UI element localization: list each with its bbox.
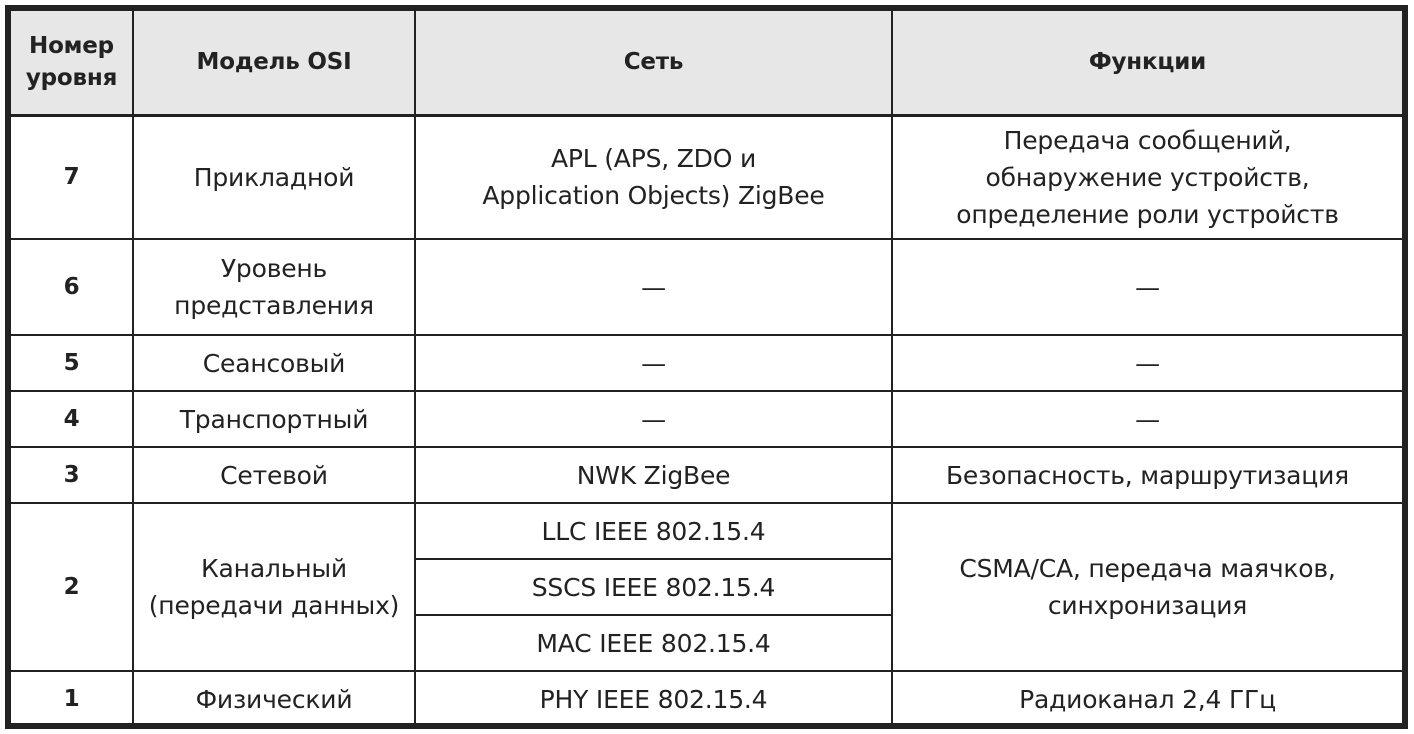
osi-zigbee-table-frame [5,5,1408,729]
osi-layer-name: Физический [133,671,415,727]
layer-functions: Безопасность, маршрутизация [892,447,1402,503]
network-layer: — [415,391,892,447]
network-layer: — [415,239,892,335]
header-network: Сеть [415,11,892,115]
table-row [11,447,1402,503]
osi-layer-name: Уровень представления [133,239,415,335]
table-row [11,335,1402,391]
header-osi-model: Модель OSI [133,11,415,115]
osi-zigbee-table [11,11,1402,727]
table-row [11,115,1402,239]
network-sublayer-sscs: SSCS IEEE 802.15.4 [415,559,892,615]
osi-layer-name: Сетевой [133,447,415,503]
level-number: 4 [11,391,133,447]
table-row [11,671,1402,727]
level-number: 5 [11,335,133,391]
header-level: Номер уровня [11,11,133,115]
network-sublayer-mac: MAC IEEE 802.15.4 [415,615,892,671]
level-number: 3 [11,447,133,503]
network-layer: NWK ZigBee [415,447,892,503]
header-functions: Функции [892,11,1402,115]
network-layer: APL (APS, ZDO и Application Objects) ZigBee [415,115,892,239]
header-row [11,11,1402,115]
level-number: 1 [11,671,133,727]
level-number: 2 [11,503,133,671]
osi-layer-name: Прикладной [133,115,415,239]
osi-layer-name: Транспортный [133,391,415,447]
layer-functions: Передача сообщений, обнаружение устройств, определение роли устройств [892,115,1402,239]
osi-layer-name: Сеансовый [133,335,415,391]
table-row [11,239,1402,335]
layer-functions: — [892,335,1402,391]
table-row [11,503,1402,559]
table-row [11,391,1402,447]
layer-functions: — [892,391,1402,447]
layer-functions: — [892,239,1402,335]
level-number: 7 [11,115,133,239]
network-layer: PHY IEEE 802.15.4 [415,671,892,727]
level-number: 6 [11,239,133,335]
network-sublayer-llc: LLC IEEE 802.15.4 [415,503,892,559]
network-layer: — [415,335,892,391]
layer-functions: Радиоканал 2,4 ГГц [892,671,1402,727]
layer-functions: CSMA/CA, передача маячков, синхронизация [892,503,1402,671]
osi-layer-name: Канальный (передачи данных) [133,503,415,671]
